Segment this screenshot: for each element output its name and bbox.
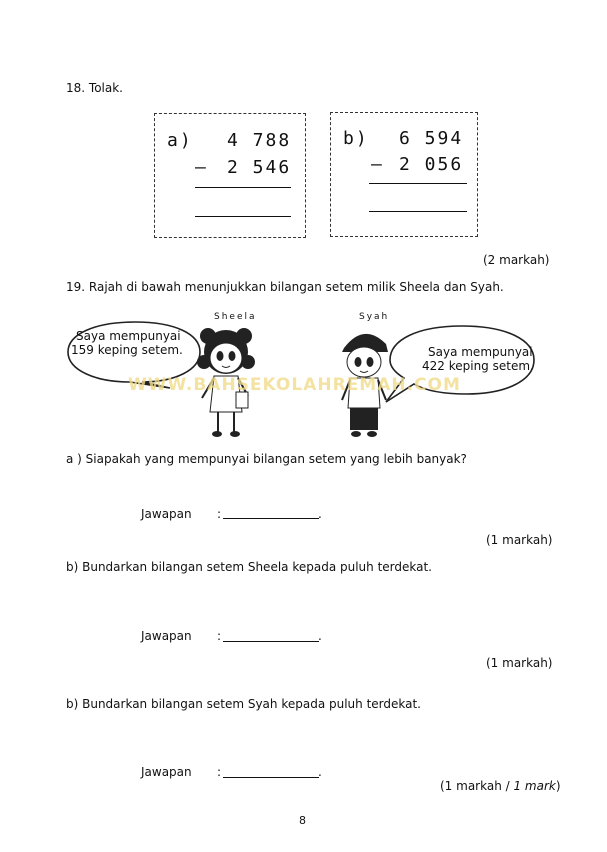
q19a-marks: (1 markah) [486,533,553,547]
q18b-subtrahend: 2 056 [399,154,464,175]
q19c-answer-line[interactable] [223,777,319,778]
q18a-label: a) [167,130,193,151]
q19b-answer-line[interactable] [223,641,319,642]
q19-intro: 19. Rajah di bawah menunjukkan bilangan setem milik Sheela dan Syah. [66,280,504,294]
q18b-answer-rule [369,183,467,184]
sheela-name: Sheela [214,312,257,322]
q19c-question: b) Bundarkan bilangan setem Syah kepada puluh terdekat. [66,697,421,711]
q19a-dot: . [318,507,322,521]
q18b-minuend: 6 594 [399,128,464,149]
q18a-answer-rule [195,187,291,188]
q18b-box [330,112,478,237]
syah-name: Syah [359,312,390,322]
q19b-answer-label: Jawapan [141,629,192,643]
q19b-marks: (1 markah) [486,656,553,670]
q19a-answer-line[interactable] [223,518,319,519]
q18a-minuend: 4 788 [227,130,292,151]
page-number: 8 [299,814,306,827]
watermark: WWW.BAHSEKOLAHREMAH.COM [128,375,461,395]
q19a-colon: : [217,507,222,521]
q18-title: 18. Tolak. [66,81,123,95]
q19b-colon: : [217,629,222,643]
q19c-answer-label: Jawapan [141,765,192,779]
q18b-minus-sign: – [371,154,384,175]
q18a-box [154,113,306,238]
q19c-colon: : [217,765,222,779]
q19c-marks-main: (1 markah / [440,779,514,793]
q19c-dot: . [318,765,322,779]
q19c-marks-close: ) [555,779,561,793]
q18b-label: b) [343,128,369,149]
syah-speech-line2: 422 keping setem. [422,359,534,373]
q19c-marks [440,779,561,793]
q18a-minus-sign: – [195,157,208,178]
sheela-speech-line2: 159 keping setem. [71,343,183,357]
q19a-question: a ) Siapakah yang mempunyai bilangan setem yang lebih banyak? [66,452,467,466]
sheela-speech-line1: Saya mempunyai [76,329,181,343]
q19c-marks-english: 1 mark [513,779,556,793]
q18b-bottom-rule [369,211,467,212]
q18-marks: (2 markah) [483,253,550,267]
q19a-answer-label: Jawapan [141,507,192,521]
q19b-dot: . [318,629,322,643]
syah-speech-line1: Saya mempunyai [428,345,533,359]
q19b-question: b) Bundarkan bilangan setem Sheela kepada puluh terdekat. [66,560,432,574]
q18a-subtrahend: 2 546 [227,157,292,178]
q18a-bottom-rule [195,216,291,217]
